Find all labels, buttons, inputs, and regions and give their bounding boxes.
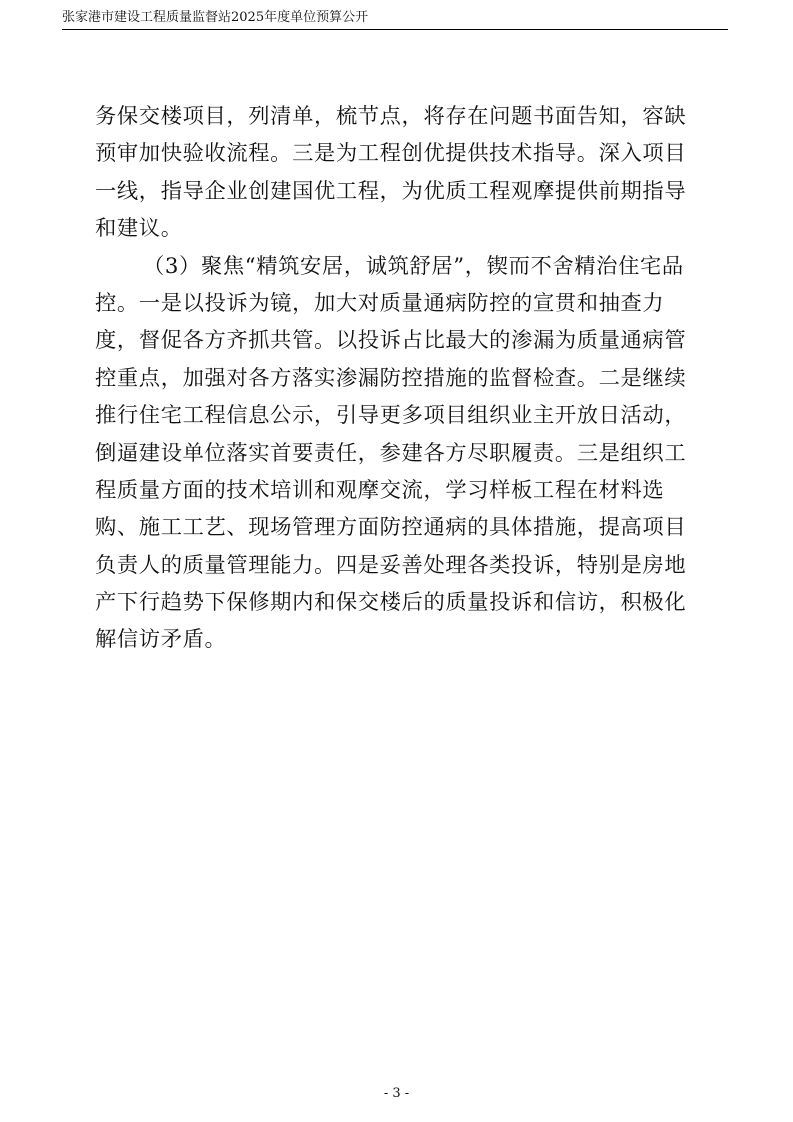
body-line: 控。一是以投诉为镜，加大对质量通病防控的宣贯和抽查力 (95, 290, 665, 316)
page-header (62, 9, 728, 30)
body-line: 度，督促各方齐抓共管。以投诉占比最大的渗漏为质量通病管 (95, 328, 687, 354)
body-line: 预审加快验收流程。三是为工程创优提供技术指导。深入项目 (95, 141, 687, 167)
body-line: 产下行趋势下保修期内和保交楼后的质量投诉和信访，积极化 (95, 590, 687, 616)
header-title: 张家港市建设工程质量监督站2025年度单位预算公开 (62, 10, 369, 25)
body-line: 务保交楼项目，列清单，梳节点，将存在问题书面告知，容缺 (95, 104, 687, 129)
body-line: 解信访矛盾。 (95, 627, 227, 653)
body-line: 程质量方面的技术培训和观摩交流，学习样板工程在材料选 (95, 477, 665, 503)
body-line: 负责人的质量管理能力。四是妥善处理各类投诉，特别是房地 (95, 552, 687, 578)
document-body (95, 98, 703, 659)
body-line: 购、施工工艺、现场管理方面防控通病的具体措施，提高项目 (95, 515, 687, 541)
body-line: 控重点，加强对各方落实渗漏防控措施的监督检查。二是继续 (95, 365, 687, 391)
body-line: 和建议。 (95, 216, 183, 242)
body-line: 倒逼建设单位落实首要责任，参建各方尽职履责。三是组织工 (95, 440, 687, 466)
body-line: （3）聚焦“精筑安居，诚筑舒居”，锲而不舍精治住宅品 (143, 253, 684, 279)
body-line: 推行住宅工程信息公示，引导更多项目组织业主开放日活动， (95, 403, 687, 429)
page-number: - 3 - (383, 1086, 410, 1101)
body-line: 一线，指导企业创建国优工程，为优质工程观摩提供前期指导 (95, 178, 687, 204)
